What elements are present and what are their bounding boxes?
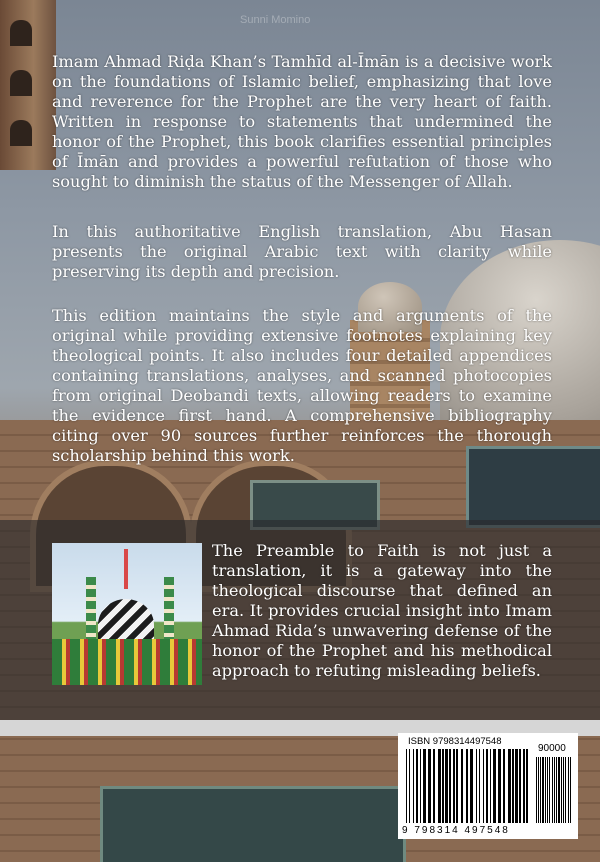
barcode-bar [416, 749, 418, 823]
barcode-bar [456, 749, 458, 823]
isbn-label: ISBN 9798314497548 [408, 736, 502, 747]
barcode-bar [470, 749, 473, 823]
barcode-bar [453, 749, 455, 823]
barcode-bar [515, 749, 518, 823]
tower-window [10, 70, 32, 96]
barcode-bar [498, 749, 501, 823]
barcode-bar [512, 749, 514, 823]
barcode-bar [545, 757, 546, 823]
barcode-bar [503, 749, 505, 823]
inset-paragraph: The Preamble to Faith is not just a translation, it is a gateway into the theological discourse that defined an era. It provides crucial insight into Imam Ahmad Rida’s unwavering defense of the honor of the Prophet and his methodical approach to refuting misleading beliefs. [212, 541, 552, 680]
calligraphy-panel [100, 786, 406, 862]
price-code: 90000 [538, 743, 566, 754]
barcode-bar [413, 749, 414, 823]
barcode-bar [406, 749, 407, 823]
barcode-bar [526, 749, 528, 823]
barcode-bar [461, 749, 463, 823]
tower-window [10, 120, 32, 146]
faint-top-text: Sunni Momino [240, 14, 311, 26]
barcode-bars [406, 749, 530, 823]
shrine-minaret [86, 577, 96, 647]
barcode-bar [442, 749, 444, 823]
shrine-base [52, 639, 202, 685]
barcode-bar [449, 749, 451, 823]
barcode-digits: 9 798314 497548 [402, 825, 510, 836]
barcode-bar [466, 749, 468, 823]
barcode-bar [420, 749, 421, 823]
barcode-bar [508, 749, 511, 823]
barcode-bar [519, 749, 521, 823]
left-tower [0, 0, 56, 170]
barcode-bar [423, 749, 426, 823]
barcode-bar [554, 757, 555, 823]
barcode-bar [523, 749, 525, 823]
barcode-bar [445, 749, 448, 823]
barcode-bar [558, 757, 560, 823]
barcode-bar [476, 749, 477, 823]
description-paragraph-2: In this authoritative English translation, Abu Hasan presents the original Arabic text with clarity while preserving its depth and precision. [52, 222, 552, 281]
barcode-bar [493, 749, 496, 823]
barcode-bar [540, 757, 541, 823]
barcode-bar [483, 749, 484, 823]
description-paragraph-3: This edition maintains the style and arguments of the original while providing extensive footnotes explaining key theological points. It also includes four detailed appendices containing translations, analyses, and scanned photocopies from original Deobandi texts, allowing readers to examine the evidence first hand. A comprehensive bibliography citing over 90 sources further reinforces the thorough scholarship behind this work. [52, 306, 552, 465]
barcode-bar [552, 757, 553, 823]
barcode-bar [433, 749, 435, 823]
barcode-bar [490, 749, 491, 823]
shrine-minaret [164, 577, 174, 647]
barcode-bar [549, 757, 550, 823]
barcode-bar [547, 757, 548, 823]
flag-pole [124, 549, 128, 589]
barcode-bar [568, 757, 569, 823]
barcode-bar [538, 757, 539, 823]
barcode-box [398, 733, 578, 839]
price-barcode-bars [536, 757, 572, 823]
barcode-bar [561, 757, 562, 823]
barcode-bar [570, 757, 571, 823]
barcode-bar [556, 757, 557, 823]
barcode-bar [438, 749, 441, 823]
barcode-bar [479, 749, 480, 823]
shrine-photo [52, 543, 202, 685]
barcode-bar [565, 757, 566, 823]
barcode-bar [409, 749, 410, 823]
barcode-bar [563, 757, 564, 823]
description-paragraph-1: Imam Ahmad Riḍa Khan’s Tamhīd al-Īmān is a decisive work on the foundations of Islamic belief, emphasizing that love and reverence for the Prophet are the very heart of faith. Written in response to statements that undermined the honor of the Prophet, this book clarifies essential principles of Īmān and provides a powerful refutation of those who sought to diminish the status of the Messenger of Allah. [52, 52, 552, 191]
barcode-bar [536, 757, 537, 823]
tower-window [10, 20, 32, 46]
barcode-bar [486, 749, 488, 823]
barcode-bar [428, 749, 431, 823]
barcode-bar [542, 757, 544, 823]
